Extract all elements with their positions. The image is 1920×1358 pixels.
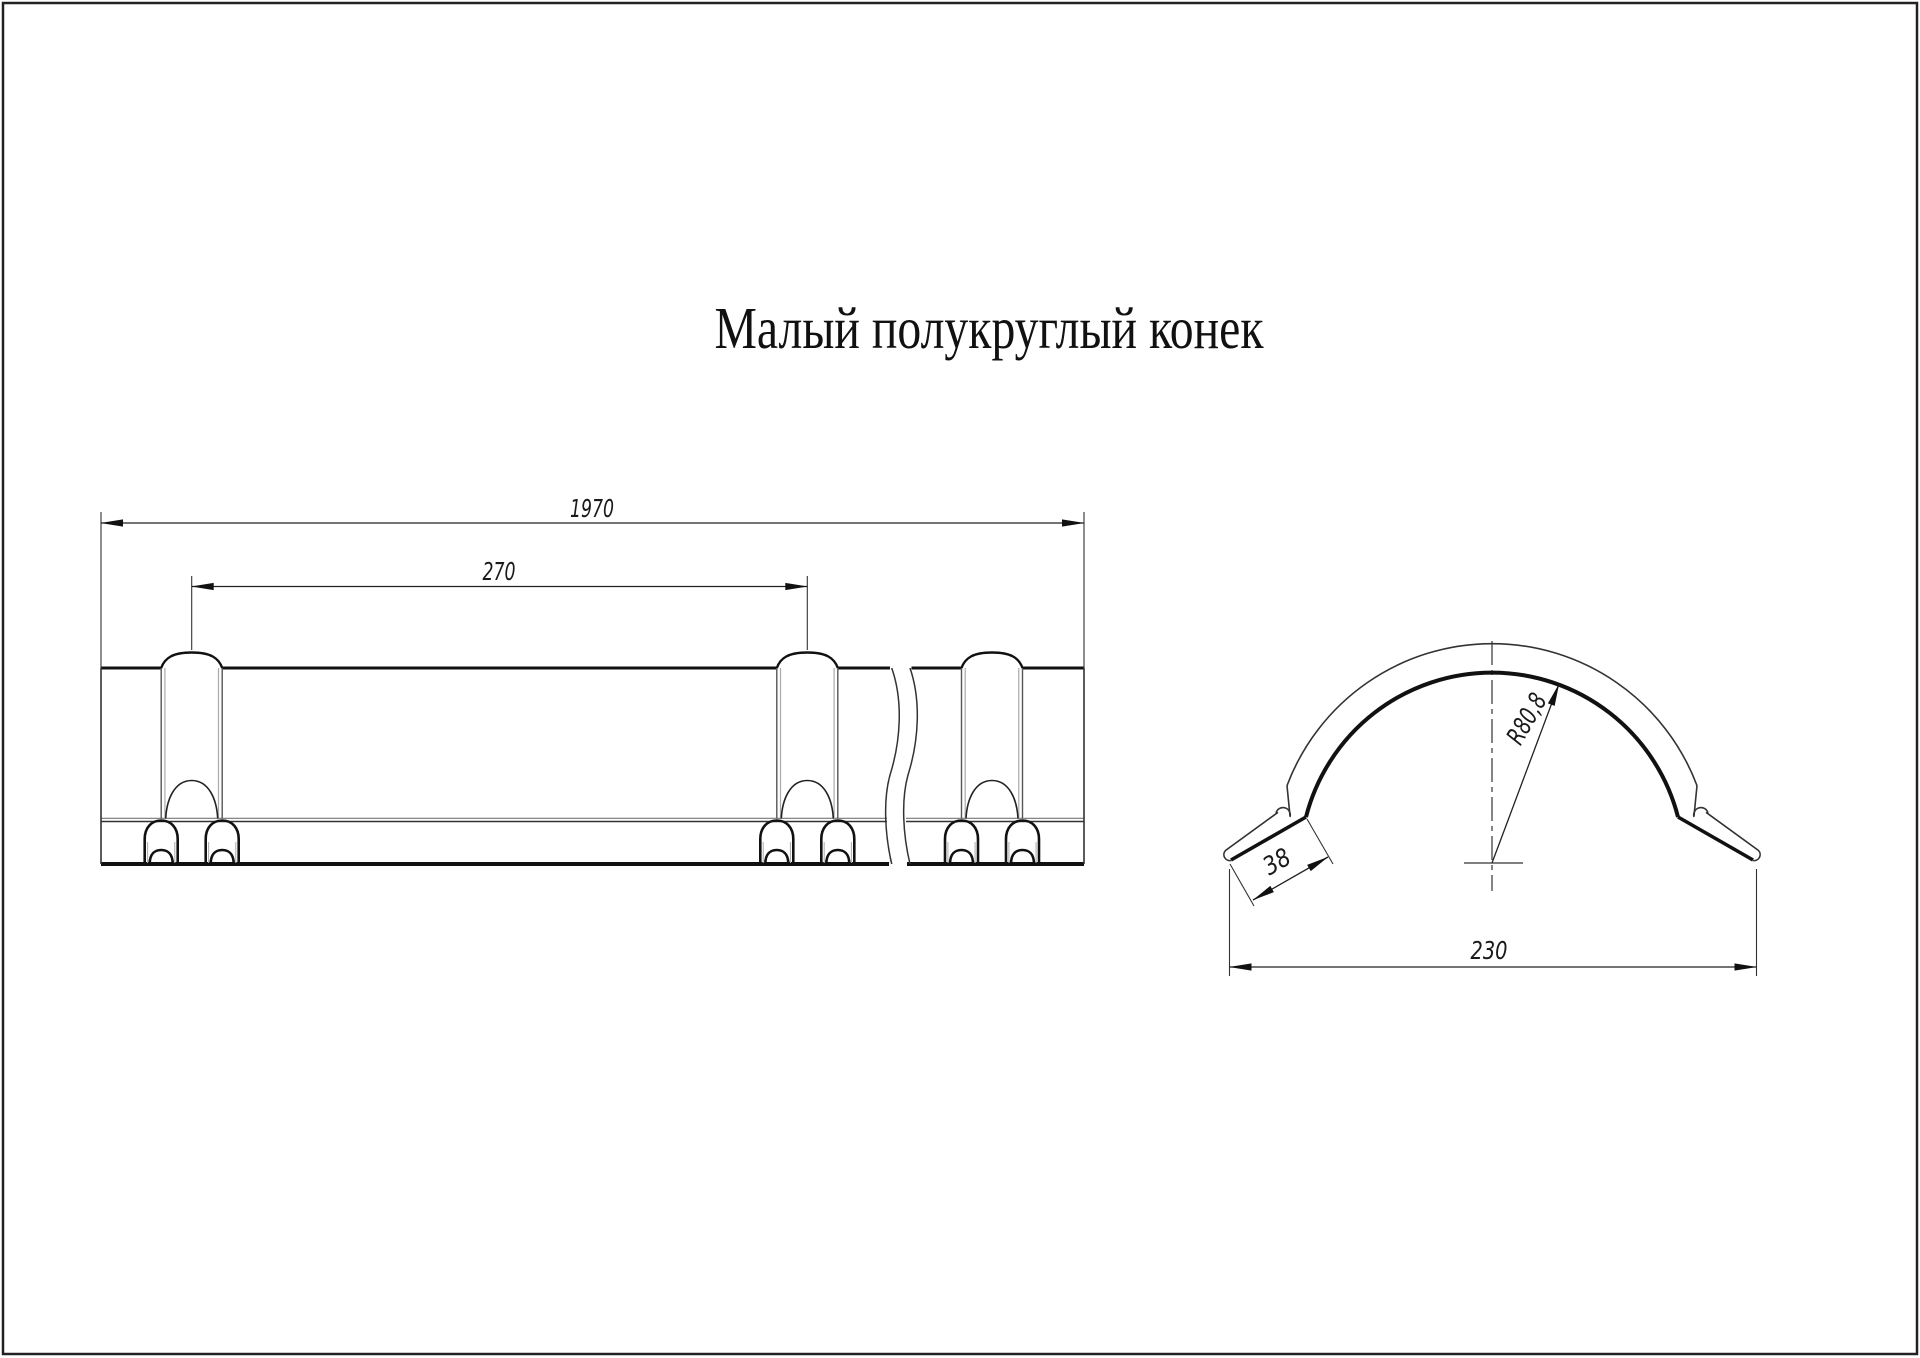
dim-label-ridge-pitch: 270 — [482, 557, 516, 586]
section-view — [1224, 641, 1760, 976]
ridge-bump-left — [145, 653, 239, 865]
dim-label-section-width: 230 — [1470, 936, 1508, 965]
dimension-section-width — [1230, 869, 1757, 976]
break-line-left — [886, 668, 900, 864]
dimension-radius — [1492, 671, 1563, 863]
ridge-bump-right — [945, 653, 1039, 865]
page-border — [3, 3, 1917, 1354]
dim-label-radius: R80,8 — [1500, 671, 1563, 750]
ridge-bump-middle — [760, 653, 854, 865]
page-title: Малый полукруглый конек — [714, 295, 1264, 361]
dimension-ridge-pitch — [192, 557, 808, 650]
side-view — [101, 494, 1084, 864]
right-hem-bead — [1694, 808, 1708, 817]
dim-label-flange-width: 38 — [1257, 839, 1300, 881]
dim-label-overall-length: 1970 — [570, 494, 614, 523]
left-hem-bead — [1276, 808, 1290, 817]
break-line-right — [904, 668, 918, 864]
dimension-overall-length — [101, 494, 1084, 668]
